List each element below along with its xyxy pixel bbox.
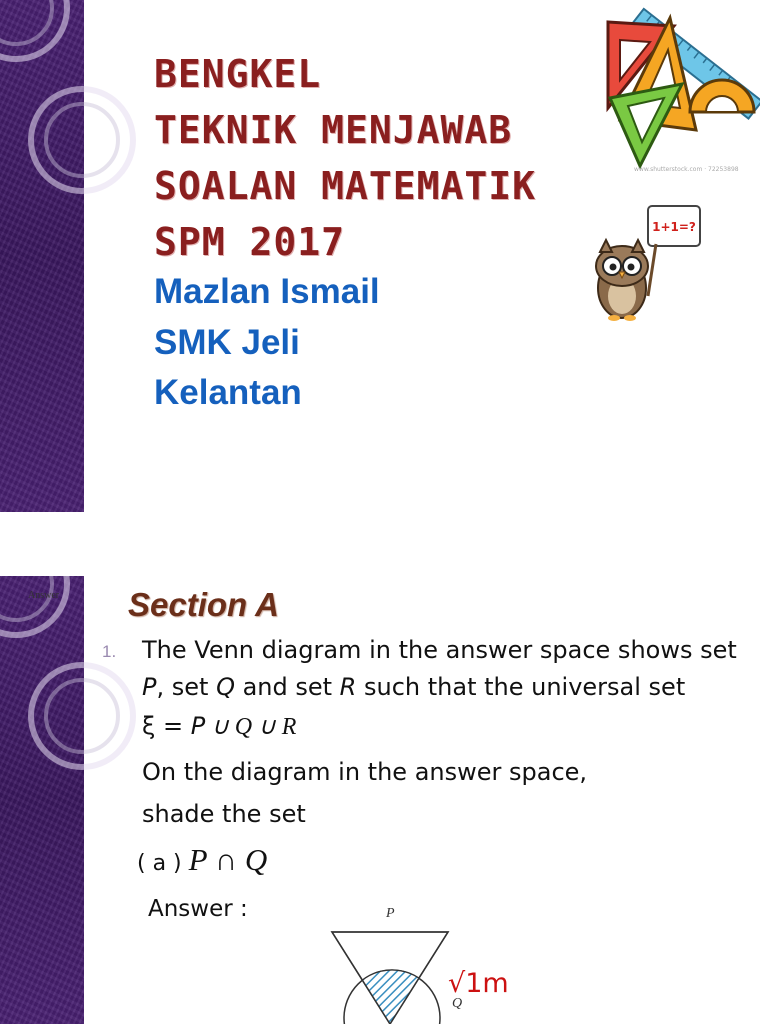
owl-sign-text: 1+1=? (652, 220, 696, 234)
venn-label-q: Q (452, 996, 463, 1011)
text-fragment: and set (234, 673, 340, 701)
venn-label-p: P (386, 906, 395, 921)
decorative-side-strip (0, 0, 84, 512)
text-fragment: such that the universal set (356, 673, 686, 701)
set-p-label: P (142, 673, 157, 701)
question-slide (0, 576, 768, 1024)
ring-decoration (44, 678, 120, 754)
decorative-side-strip (0, 576, 84, 1024)
part-expression: P ∩ Q (188, 842, 268, 877)
title-line-1: BENGKEL (154, 52, 322, 96)
geometry-tools-clipart (600, 0, 760, 176)
owl-teacher-clipart (586, 200, 716, 330)
strip-answer-label: Answer (28, 590, 60, 601)
shaded-intersection (344, 970, 440, 1024)
question-part-a (137, 842, 267, 878)
question-line-1: The Venn diagram in the answer space shows set (142, 636, 737, 664)
universal-union-expression: ∪ Q ∪ R (205, 714, 297, 740)
universal-symbol: ξ = (142, 712, 191, 740)
clipart-caption: www.shutterstock.com · 72253898 (634, 166, 739, 173)
question-line-4: On the diagram in the answer space, (142, 758, 588, 786)
set-q-label: Q (216, 673, 235, 701)
part-label: ( a ) (137, 851, 189, 876)
question-number: 1. (102, 642, 117, 661)
universal-p: P (190, 712, 206, 740)
author-name: Mazlan Ismail (154, 272, 380, 311)
question-line-2 (142, 673, 685, 701)
mark-award: √1m (448, 968, 509, 999)
ring-decoration (44, 102, 120, 178)
title-line-4: SPM 2017 (154, 220, 346, 264)
set-r-label: R (339, 673, 357, 701)
author-school: SMK Jeli (154, 323, 300, 362)
title-line-2: TEKNIK MENJAWAB (154, 108, 513, 152)
slide-separator (0, 512, 768, 576)
title-line-3: SOALAN MATEMATIK (154, 164, 537, 208)
answer-label: Answer : (148, 896, 248, 922)
author-state: Kelantan (154, 373, 302, 412)
text-fragment: , set (156, 673, 217, 701)
section-title: Section A (128, 586, 279, 623)
question-line-5: shade the set (142, 800, 306, 828)
universal-set-line (142, 712, 296, 741)
